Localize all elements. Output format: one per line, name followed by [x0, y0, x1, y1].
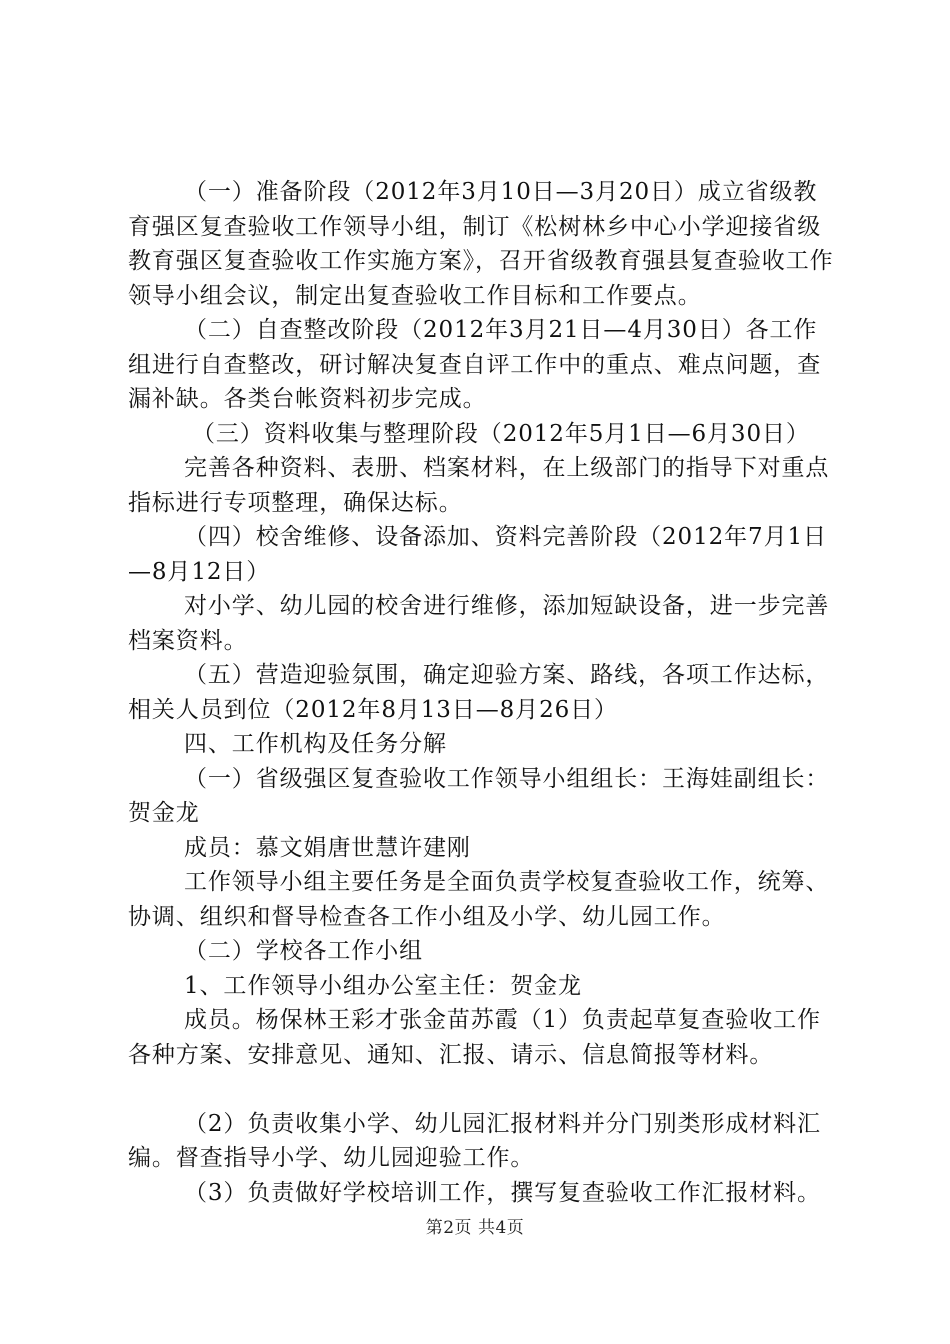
- paragraph-stage-1: （一）准备阶段（2012年3月10日—3月20日）成立省级教育强区复查验收工作领导小组，制订《松树林乡中心小学迎接省级教育强区复查验收工作实施方案》，召开省级教育强县复查验收工作领导小组会议，制定出复查验收工作目标和工作要点。: [128, 179, 834, 309]
- paragraph-leading-group-members: 成员：慕文娟唐世慧许建刚: [184, 834, 471, 861]
- paragraph-task-2: （2）负责收集小学、幼儿园汇报材料并分门别类形成材料汇编。督查指导小学、幼儿园迎验工作。: [128, 1110, 821, 1171]
- section-heading-organization: 四、工作机构及任务分解: [184, 731, 447, 757]
- paragraph-leading-group: （一）省级强区复查验收工作领导小组组长：王海娃副组长：贺金龙: [128, 765, 830, 826]
- paragraph-task-3: （3）负责做好学校培训工作，撰写复查验收工作汇报材料。: [184, 1179, 821, 1206]
- page-number-footer: 第2页 共4页: [425, 1218, 525, 1238]
- paragraph-office-members: 成员。杨保林王彩才张金苗苏霞（1）负责起草复查验收工作各种方案、安排意见、通知、汇报、请示、信息简报等材料。: [128, 1007, 821, 1068]
- paragraph-stage-4-detail: 对小学、幼儿园的校舍进行维修，添加短缺设备，进一步完善档案资料。: [128, 593, 830, 654]
- paragraph-stage-5: （五）营造迎验氛围，确定迎验方案、路线，各项工作达标，相关人员到位（2012年8月13日—8月26日）: [128, 662, 830, 723]
- paragraph-office: 1、工作领导小组办公室主任：贺金龙: [184, 972, 582, 999]
- paragraph-gap: [128, 1072, 838, 1107]
- paragraph-school-groups: （二）学校各工作小组: [184, 938, 423, 964]
- paragraph-stage-2: （二）自查整改阶段（2012年3月21日—4月30日）各工作组进行自查整改，研讨解决复查自评工作中的重点、难点问题，查漏补缺。各类台帐资料初步完成。: [128, 317, 822, 412]
- paragraph-stage-4: （四）校舍维修、设备添加、资料完善阶段（2012年7月1日—8月12日）: [128, 524, 827, 585]
- paragraph-leading-group-tasks: 工作领导小组主要任务是全面负责学校复查验收工作，统筹、协调、组织和督导检查各工作小组及小学、幼儿园工作。: [128, 869, 830, 930]
- document-body: [128, 175, 838, 1210]
- paragraph-stage-3: （三）资料收集与整理阶段（2012年5月1日—6月30日）: [192, 420, 810, 447]
- paragraph-stage-3-detail: 完善各种资料、表册、档案材料，在上级部门的指导下对重点指标进行专项整理，确保达标。: [128, 455, 830, 516]
